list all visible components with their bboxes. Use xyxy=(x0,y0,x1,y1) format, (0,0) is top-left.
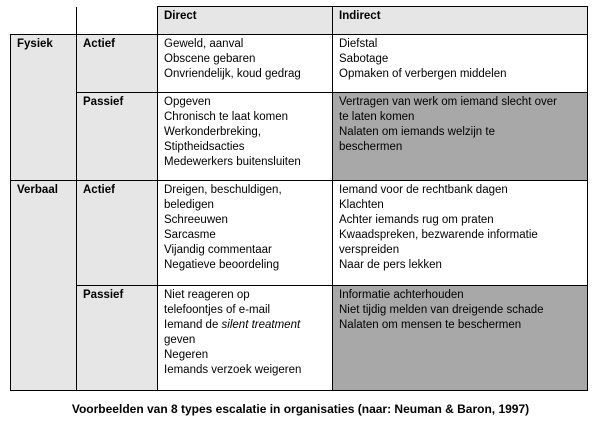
cell-line: Werkonderbreking, xyxy=(164,126,261,138)
row-label-verbaal: Verbaal xyxy=(11,181,77,391)
cell-line: beledigen xyxy=(164,199,214,211)
cell-line: te laten komen xyxy=(339,111,415,123)
cell-fysiek-passief-direct xyxy=(158,93,333,181)
cell-verbaal-actief-indirect xyxy=(333,181,588,286)
cell-line: Kwaadspreken, bezwarende informatie xyxy=(339,229,538,241)
cell-line: Vijandig commentaar xyxy=(164,244,272,256)
cell-line: Niet reageren op xyxy=(164,289,250,301)
cell-line: Sabotage xyxy=(339,53,389,65)
subrow-label-verbaal-actief: Actief xyxy=(77,181,158,286)
cell-line: Geweld, aanval xyxy=(164,38,244,50)
cell-line: Chronisch te laat komen xyxy=(164,111,289,123)
cell-line: verspreiden xyxy=(339,244,400,256)
cell-line: Dreigen, beschuldigen, xyxy=(164,184,282,196)
corner-blank-cell-2 xyxy=(77,7,158,35)
cell-fysiek-actief-direct xyxy=(158,35,333,93)
escalation-table xyxy=(10,6,588,391)
subrow-label-verbaal-passief: Passief xyxy=(77,286,158,391)
cell-line-text: Iemand de xyxy=(164,319,222,331)
cell-line: Stiptheidsacties xyxy=(164,141,245,153)
subrow-label-fysiek-passief: Passief xyxy=(77,93,158,181)
cell-line: telefoontjes of e-mail xyxy=(164,304,271,316)
cell-verbaal-passief-indirect xyxy=(333,286,588,391)
cell-line: Iemand voor de rechtbank dagen xyxy=(339,184,508,196)
cell-line: Niet tijdig melden van dreigende schade xyxy=(339,304,544,316)
corner-blank-cell xyxy=(11,7,77,35)
cell-line: Informatie achterhouden xyxy=(339,289,464,301)
cell-line: Onvriendelijk, koud gedrag xyxy=(164,68,301,80)
cell-line: Achter iemands rug om praten xyxy=(339,214,494,226)
cell-line: Iemands verzoek weigeren xyxy=(164,364,302,376)
subrow-label-fysiek-actief: Actief xyxy=(77,35,158,93)
cell-line: Medewerkers buitensluiten xyxy=(164,156,301,168)
cell-line: beschermen xyxy=(339,141,403,153)
cell-line: Opmaken of verbergen middelen xyxy=(339,68,507,80)
cell-line: Nalaten om iemands welzijn te xyxy=(339,126,495,138)
table-caption: Voorbeelden van 8 types escalatie in organisaties (naar: Neuman & Baron, 1997) xyxy=(71,402,530,416)
cell-line: Diefstal xyxy=(339,38,378,50)
cell-line: Negeren xyxy=(164,349,209,361)
cell-line: Naar de pers lekken xyxy=(339,259,442,271)
row-label-fysiek: Fysiek xyxy=(11,35,77,181)
cell-line: Schreeuwen xyxy=(164,214,228,226)
cell-line: Klachten xyxy=(339,199,384,211)
header-indirect: Indirect xyxy=(333,7,588,35)
silent-treatment-emphasis: silent treatment xyxy=(221,319,301,331)
cell-line: Vertragen van werk om iemand slecht over xyxy=(339,96,557,108)
cell-line: geven xyxy=(164,334,196,346)
cell-line: Sarcasme xyxy=(164,229,216,241)
cell-verbaal-actief-direct xyxy=(158,181,333,286)
header-direct: Direct xyxy=(158,7,333,35)
cell-line: Negatieve beoordeling xyxy=(164,259,280,271)
cell-line xyxy=(164,318,327,333)
cell-line: Opgeven xyxy=(164,96,211,108)
cell-line: Obscene gebaren xyxy=(164,53,256,65)
cell-verbaal-passief-direct xyxy=(158,286,333,391)
cell-fysiek-passief-indirect xyxy=(333,93,588,181)
cell-fysiek-actief-indirect xyxy=(333,35,588,93)
cell-line: Nalaten om mensen te beschermen xyxy=(339,319,522,331)
